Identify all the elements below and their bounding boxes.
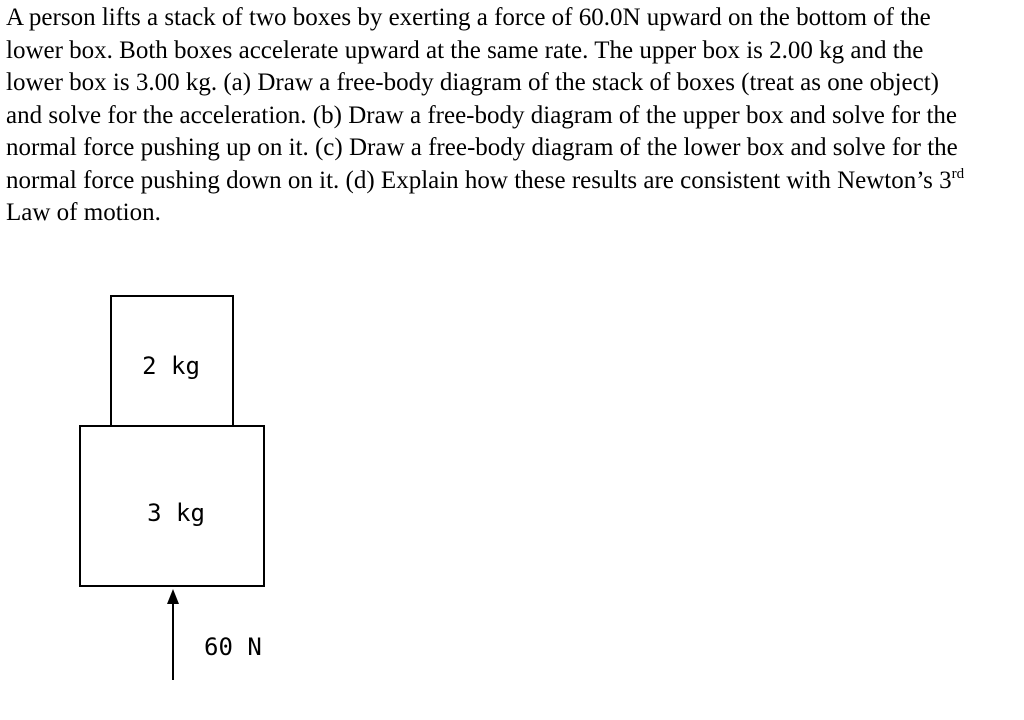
problem-text-main: A person lifts a stack of two boxes by exerting a force of 60.0N upward on the bottom of the lower box. Both boxes accelerate upward at the same rate. The upper box is 2.00 kg and the lower box is 3.00 kg. (a) Draw a free-body diagram of the stack of boxes (treat as one object) and solve for the acceleration. (b) Draw a free-body diagram of the upper box and solve for the normal force pushing up on it. (c) Draw a free-body diagram of the lower box and solve for the normal force pushing down on it. (d) Explain how these results are consistent with Newton’s 3 <box>6 4 958 194</box>
ordinal-superscript: rd <box>951 165 965 182</box>
force-label: 60 N <box>204 633 262 661</box>
problem-text-end: Law of motion. <box>6 199 161 226</box>
upper-box-label: 2 kg <box>142 352 200 380</box>
force-arrow-head <box>167 589 179 604</box>
lower-box-label: 3 kg <box>147 499 205 527</box>
